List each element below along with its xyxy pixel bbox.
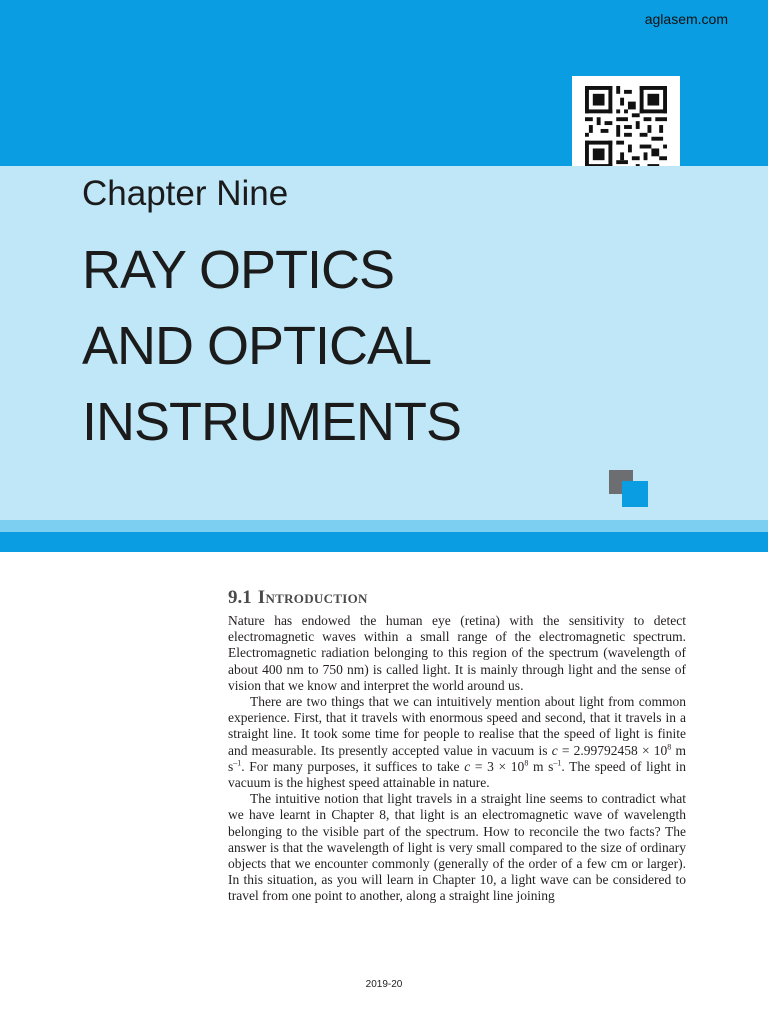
body-text bbox=[228, 613, 686, 905]
section-heading bbox=[228, 587, 368, 609]
watermark-text: aglasem.com bbox=[644, 11, 728, 27]
decorative-blue-square bbox=[622, 481, 648, 507]
speed-symbol: c bbox=[551, 742, 558, 758]
exponent: 8 bbox=[667, 742, 672, 752]
divider-stripe-light bbox=[0, 520, 768, 532]
paragraph-2-text-cont: . For many purposes, it suffices to take bbox=[241, 758, 465, 774]
section-number: 9.1 bbox=[228, 587, 252, 608]
speed-value-2: = 3 × 10 bbox=[470, 758, 525, 774]
footer-year: 2019-20 bbox=[365, 979, 403, 990]
paragraph-2-end: . The speed of light in vacuum is the highest speed attainable in nature. bbox=[228, 758, 686, 791]
paragraph-2 bbox=[228, 694, 686, 791]
exponent-2: 8 bbox=[524, 758, 529, 768]
chapter-label: Chapter Nine bbox=[82, 174, 289, 213]
divider-stripe-dark bbox=[0, 532, 768, 552]
unit: m s bbox=[228, 742, 686, 774]
qr-code-icon bbox=[585, 86, 667, 168]
unit-exponent: –1 bbox=[233, 758, 242, 768]
speed-value: = 2.99792458 × 10 bbox=[557, 742, 668, 758]
paragraph-1: Nature has endowed the human eye (retina) with the sensitivity to detect electromagnetic waves within a small range of the electromagnetic spectrum. Electromagnetic radiation belonging to this region of the spectrum (wavelength of about 400 nm to 750 nm) is called light. It is mainly through light and the sense of vision that we know and interpret the world around us. bbox=[228, 613, 686, 693]
unit-2: m s bbox=[528, 758, 554, 774]
speed-symbol-2: c bbox=[464, 758, 471, 774]
paragraph-2-text: There are two things that we can intuitively mention about light from common experience. First, that it travels with enormous speed and second, that it travels in a straight line. It took some time for people to realise that the speed of light is finite and measurable. Its presently accepted value in vacuum is bbox=[228, 694, 686, 758]
paragraph-3: The intuitive notion that light travels in a straight line seems to contradict what we have learnt in Chapter 8, that light is an electromagnetic wave of wavelength belonging to the visible part of the spectrum. How to reconcile the two facts? The answer is that the wavelength of light is very small compared to the size of ordinary objects that we encounter commonly (generally of the order of a few cm or larger). In this situation, as you will learn in Chapter 10, a light wave can be considered to travel from one point to another, along a straight line joining bbox=[228, 791, 686, 904]
chapter-title-line-2: AND OPTICAL bbox=[82, 316, 432, 376]
section-title: Introduction bbox=[257, 587, 368, 608]
chapter-title-line-3: INSTRUMENTS bbox=[82, 392, 461, 452]
chapter-title-line-1: RAY OPTICS bbox=[82, 240, 395, 300]
unit-exponent-2: –1 bbox=[553, 758, 562, 768]
